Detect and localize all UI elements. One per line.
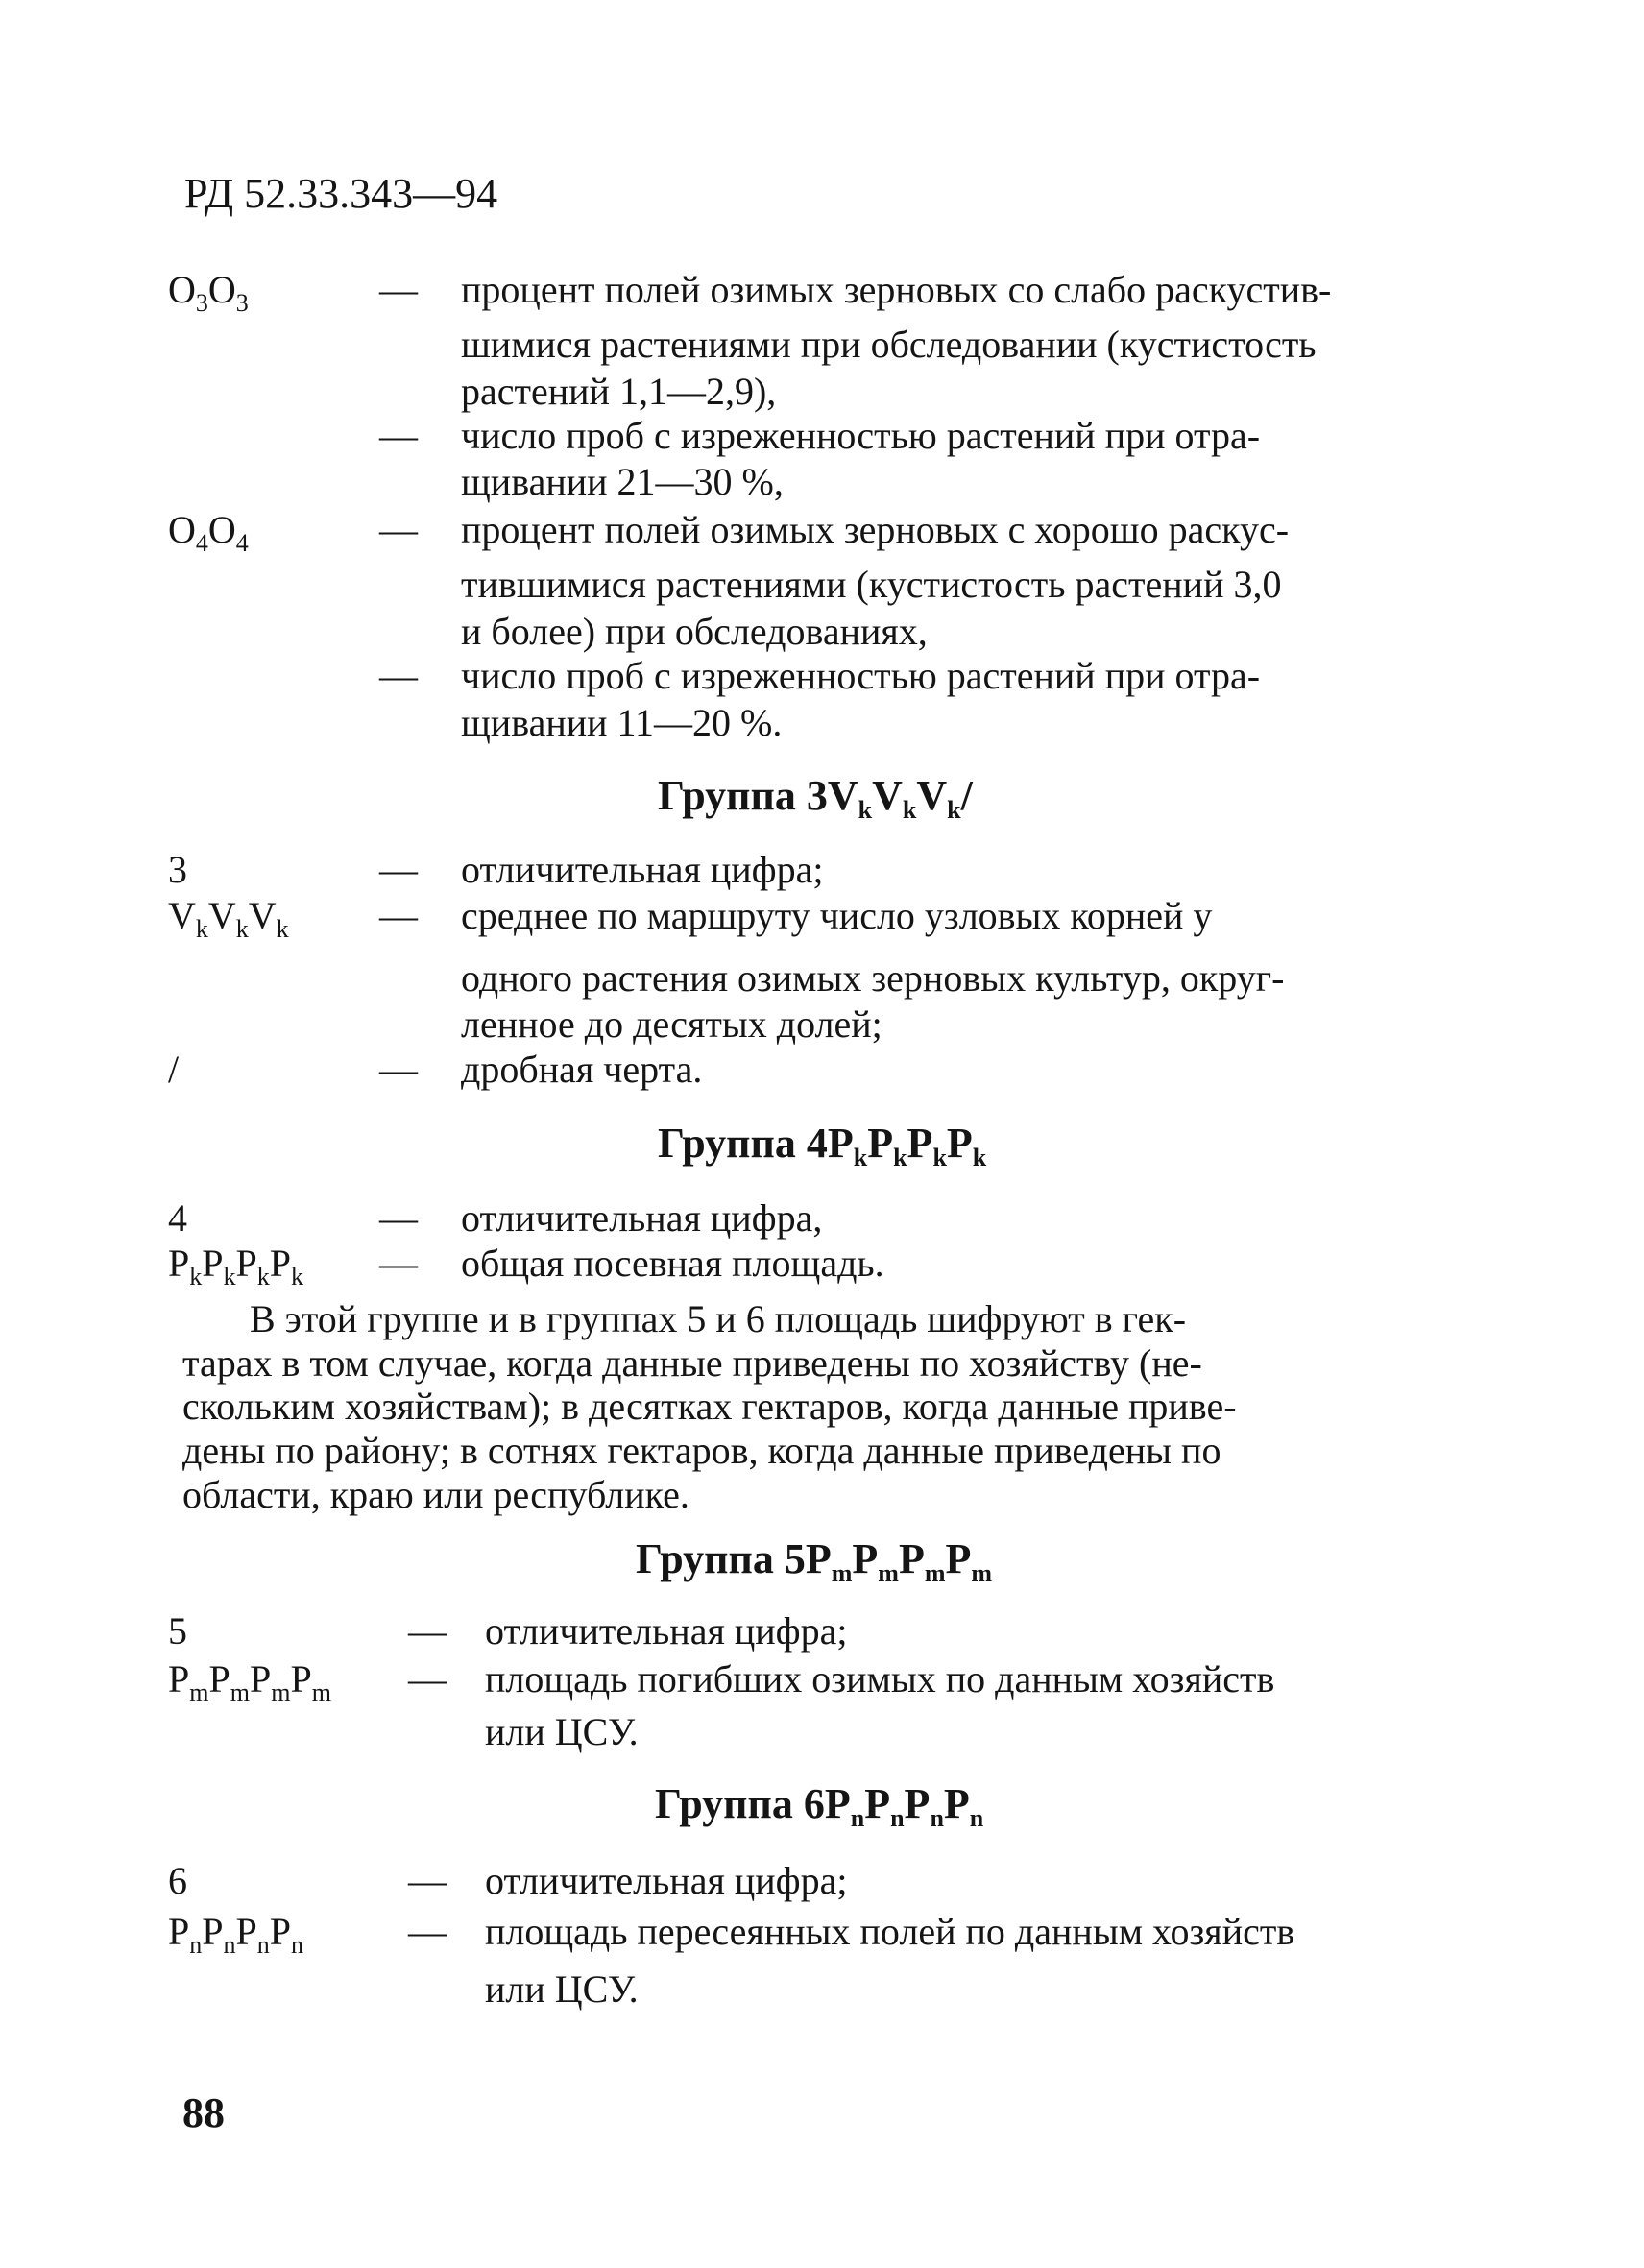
definition-text: ленное до десятых долей; xyxy=(461,1002,882,1046)
symbol-3: 3 xyxy=(168,848,187,891)
dash: — xyxy=(379,848,418,891)
definition-text: и более) при обследованиях, xyxy=(461,610,928,653)
dash: — xyxy=(408,1609,447,1653)
group-5-heading: Группа $5P_mP_mP_mP_m$ xyxy=(636,1535,993,1587)
definition-text: отличительная цифра; xyxy=(485,1859,848,1902)
dash: — xyxy=(379,1196,418,1240)
symbol-vkvkvk: $V_kV_kV_k$ xyxy=(168,894,289,943)
paragraph-line: области, краю или республике. xyxy=(182,1473,689,1516)
paragraph-line: дены по району; в сотнях гектаров, когда данные приведены по xyxy=(182,1429,1221,1472)
dash: — xyxy=(379,1242,418,1285)
definition-text: общая посевная площадь. xyxy=(461,1242,884,1285)
definition-text: отличительная цифра; xyxy=(485,1609,848,1653)
dash: — xyxy=(408,1910,447,1953)
definition-text: тившимися растениями (кустистость растений 3,0 xyxy=(461,563,1282,606)
definition-text: или ЦСУ. xyxy=(485,1710,639,1753)
group-6-heading: Группа $6P_nP_nP_nP_n$ xyxy=(655,1780,984,1832)
symbol-6: 6 xyxy=(168,1859,187,1902)
dash: — xyxy=(379,1048,418,1091)
definition-text: отличительная цифра; xyxy=(461,848,824,891)
symbol-pkpkpkpk: $P_kP_kP_kP_k$ xyxy=(168,1242,303,1291)
dash: — xyxy=(379,508,418,551)
symbol-o3o3: $O_3O_3$ xyxy=(168,268,249,317)
definition-text: площадь пересеянных полей по данным хозяйств xyxy=(485,1910,1295,1953)
definition-text: щивании 11—20 %. xyxy=(461,701,783,744)
definition-text: щивании 21—30 %, xyxy=(461,460,784,503)
definition-text: число проб с изреженностью растений при отра- xyxy=(461,414,1261,457)
definition-text: процент полей озимых зерновых со слабо раскустив- xyxy=(461,268,1332,311)
document-header: РД 52.33.343—94 xyxy=(184,170,498,217)
definition-text: дробная черта. xyxy=(461,1048,703,1091)
paragraph-line: тарах в том случае, когда данные приведены по хозяйству (не- xyxy=(182,1341,1202,1385)
dash: — xyxy=(379,268,418,311)
symbol-pmpmpmpm: $P_mP_mP_mP_m$ xyxy=(168,1657,331,1706)
paragraph-line: В этой группе и в группах 5 и 6 площадь шифруют в гек- xyxy=(250,1297,1187,1340)
definition-text: среднее по маршруту число узловых корней у xyxy=(461,894,1213,937)
definition-text: площадь погибших озимых по данным хозяйств xyxy=(485,1657,1275,1701)
symbol-4: 4 xyxy=(168,1196,187,1240)
dash: — xyxy=(408,1859,447,1902)
definition-text: растений 1,1—2,9), xyxy=(461,370,777,413)
symbol-5: 5 xyxy=(168,1609,187,1653)
definition-text: число проб с изреженностью растений при отра- xyxy=(461,654,1261,697)
paragraph-line: скольким хозяйствам); в десятках гектаров, когда данные приве- xyxy=(182,1385,1237,1428)
symbol-slash: / xyxy=(168,1048,180,1091)
definition-text: процент полей озимых зерновых с хорошо раскус- xyxy=(461,508,1290,551)
page-number: 88 xyxy=(182,2089,225,2136)
definition-text: шимися растениями при обследовании (кустистость xyxy=(461,323,1317,366)
dash: — xyxy=(379,414,418,457)
group-4-heading: Группа $4P_kP_kP_kP_k$ xyxy=(658,1120,987,1171)
dash: — xyxy=(408,1657,447,1701)
symbol-o4o4: $O_4O_4$ xyxy=(168,508,249,557)
group-3-heading: Группа $3V_kV_kV_k/$ xyxy=(658,772,973,824)
dash: — xyxy=(379,654,418,697)
definition-text: или ЦСУ. xyxy=(485,1967,639,2011)
dash: — xyxy=(379,894,418,937)
definition-text: отличительная цифра, xyxy=(461,1196,823,1240)
definition-text: одного растения озимых зерновых культур, округ- xyxy=(461,956,1285,1000)
symbol-pnpnpnpn: $P_nP_nP_nP_n$ xyxy=(168,1910,303,1959)
